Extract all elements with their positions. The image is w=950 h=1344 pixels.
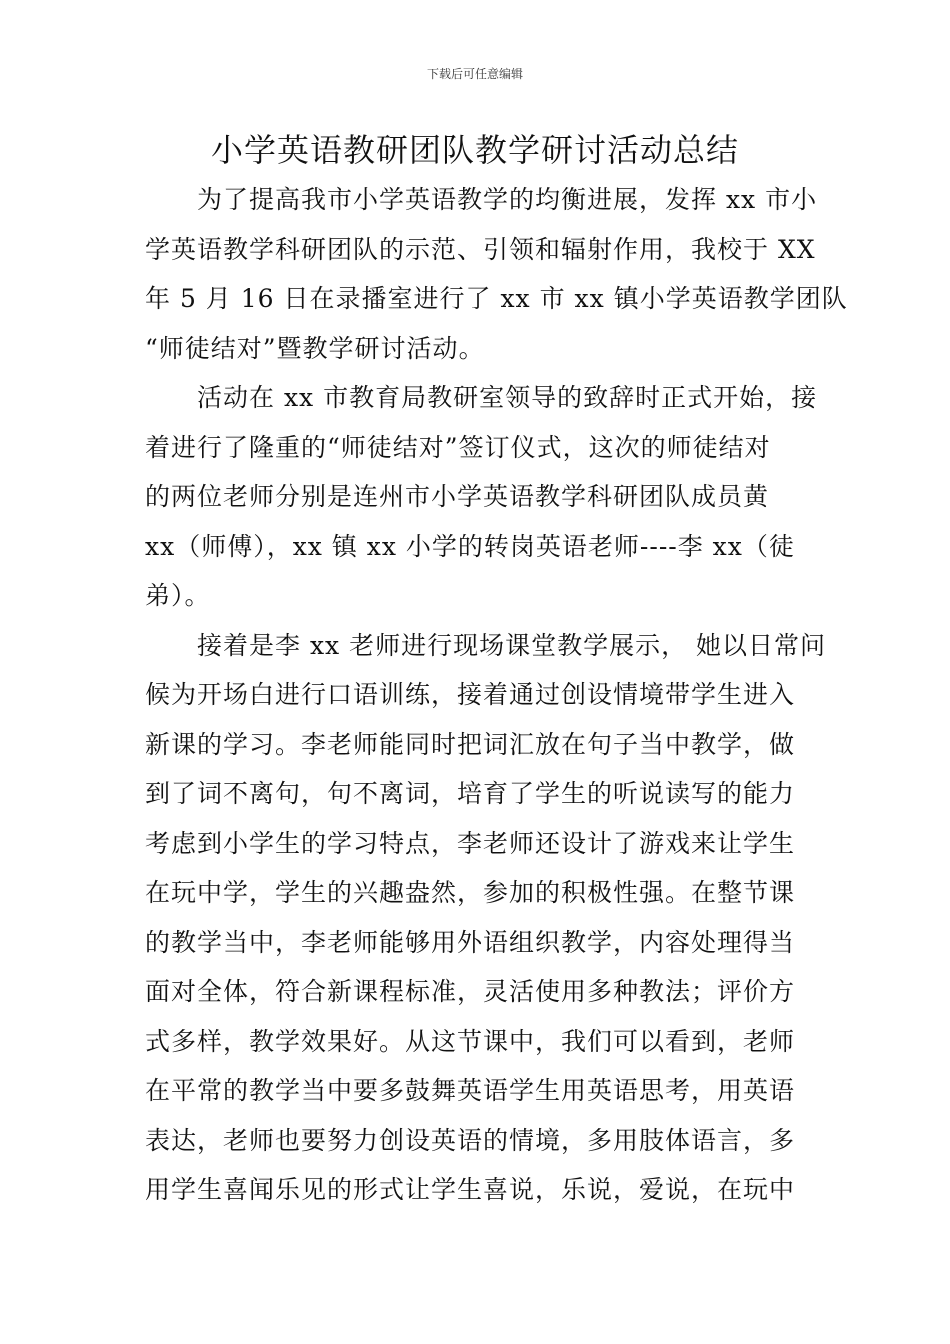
paragraph-2-line-3: 的两位老师分别是连州市小学英语教学科研团队成员黄 <box>145 482 770 511</box>
paragraph-1-line-3: 年 5 月 16 日在录播室进行了 xx 市 xx 镇小学英语教学团队 <box>145 284 848 313</box>
paragraph-3-line-11: 表达，老师也要努力创设英语的情境，多用肢体语言，多 <box>145 1125 796 1155</box>
paragraph-3-line-3: 新课的学习。李老师能同时把词汇放在句子当中教学，做 <box>145 729 796 759</box>
paragraph-2-line-5: 弟）。 <box>145 581 211 610</box>
paragraph-1-line-1: 为了提高我市小学英语教学的均衡进展，发挥 xx 市小 <box>197 185 818 214</box>
paragraph-2-line-4: xx（师傅），xx 镇 xx 小学的转岗英语老师----李 xx（徒 <box>145 531 795 561</box>
paragraph-1-line-4: “师徒结对”暨教学研讨活动。 <box>145 333 485 363</box>
paragraph-3-line-2: 候为开场白进行口语训练，接着通过创设情境带学生进入 <box>145 680 796 709</box>
paragraph-3-line-4: 到了词不离句，句不离词，培育了学生的听说读写的能力 <box>145 779 796 808</box>
paragraph-3-line-7: 的教学当中，李老师能够用外语组织教学，内容处理得当 <box>145 927 796 957</box>
paragraph-3-line-9: 式多样，教学效果好。从这节课中，我们可以看到，老师 <box>145 1026 796 1056</box>
paragraph-3-line-6: 在玩中学，学生的兴趣盎然，参加的积极性强。在整节课 <box>145 878 796 907</box>
paragraph-1-line-2: 学英语教学科研团队的示范、引领和辐射作用，我校于 XX <box>145 234 816 264</box>
paragraph-2-line-2: 着进行了隆重的“师徒结对”签订仪式，这次的师徒结对 <box>145 432 771 462</box>
paragraph-3-line-5: 考虑到小学生的学习特点，李老师还设计了游戏来让学生 <box>145 828 796 858</box>
paragraph-3-line-12: 用学生喜闻乐见的形式让学生喜说，乐说，爱说，在玩中 <box>145 1175 796 1204</box>
paragraph-3-line-1: 接着是李 xx 老师进行现场课堂教学展示， 她以日常问 <box>197 630 827 660</box>
document-body <box>145 175 848 1215</box>
paragraph-3-line-10: 在平常的教学当中要多鼓舞英语学生用英语思考，用英语 <box>145 1076 796 1105</box>
paragraph-2-line-1: 活动在 xx 市教育局教研室领导的致辞时正式开始，接 <box>197 383 818 412</box>
header-note: 下载后可任意编辑 <box>426 67 523 81</box>
paragraph-3-line-8: 面对全体，符合新课程标准，灵活使用多种教法；评价方 <box>145 977 796 1006</box>
document-title: 小学英语教研团队教学研讨活动总结 <box>210 131 739 169</box>
